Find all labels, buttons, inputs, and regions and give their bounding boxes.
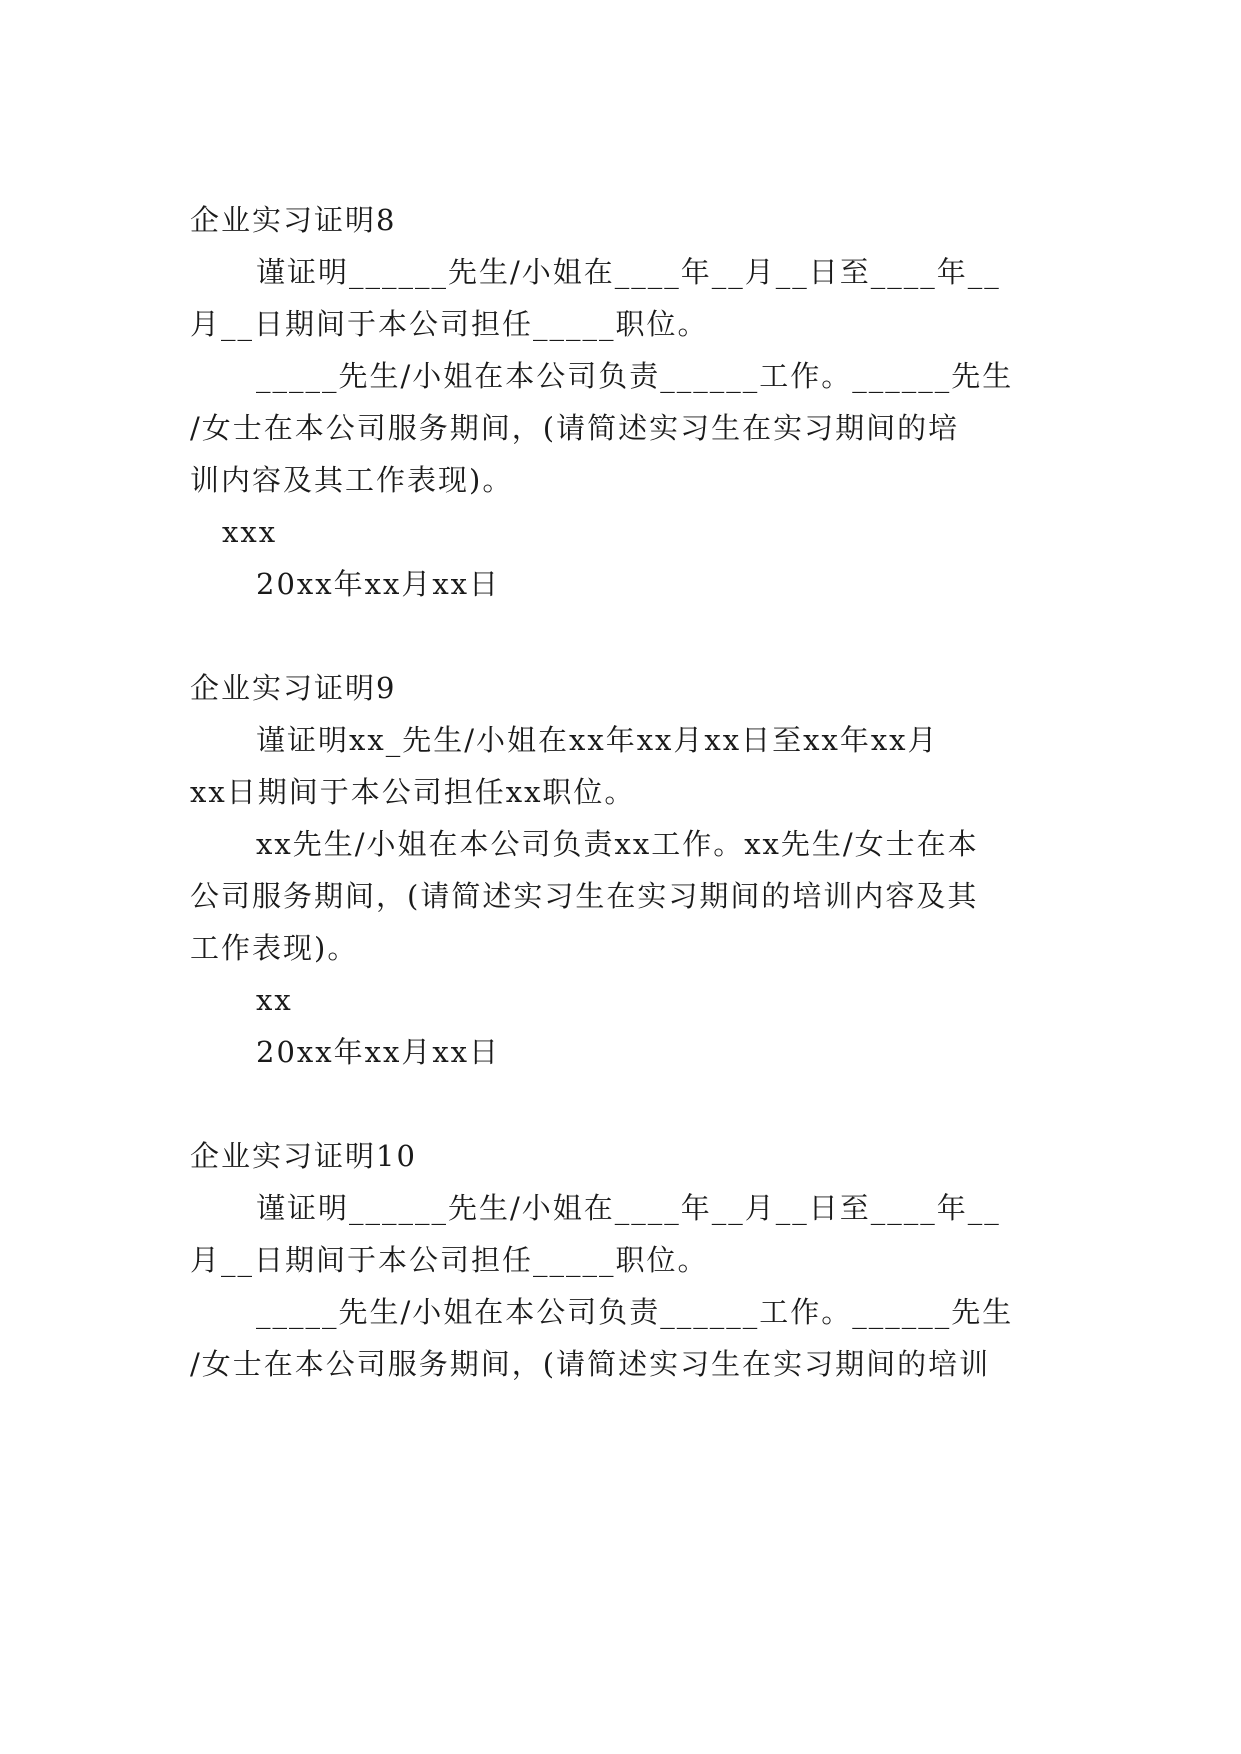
- paragraph-line: 月__日期间于本公司担任_____职位。: [190, 307, 709, 341]
- paragraph-line: 谨证明xx_先生/小姐在xx年xx月xx日至xx年xx月: [256, 723, 939, 757]
- section-title: 企业实习证明10: [190, 1139, 417, 1173]
- signature-date: 20xx年xx月xx日: [256, 1035, 501, 1069]
- paragraph-line: _____先生/小姐在本公司负责______工作。______先生: [256, 1295, 1014, 1329]
- paragraph-line: 公司服务期间，(请简述实习生在实习期间的培训内容及其: [190, 879, 979, 913]
- paragraph-line: 谨证明______先生/小姐在____年__月__日至____年__: [256, 255, 1001, 289]
- paragraph-line: /女士在本公司服务期间，(请简述实习生在实习期间的培: [190, 411, 960, 445]
- section-title: 企业实习证明9: [190, 671, 397, 705]
- signature-date: 20xx年xx月xx日: [256, 567, 501, 601]
- signer-name: xxx: [222, 515, 278, 549]
- paragraph-line: 月__日期间于本公司担任_____职位。: [190, 1243, 709, 1277]
- paragraph-line: xx日期间于本公司担任xx职位。: [190, 775, 636, 809]
- paragraph-line: 工作表现)。: [190, 931, 359, 965]
- paragraph-line: xx先生/小姐在本公司负责xx工作。xx先生/女士在本: [256, 827, 979, 861]
- paragraph-line: /女士在本公司服务期间，(请简述实习生在实习期间的培训: [190, 1347, 991, 1381]
- paragraph-line: _____先生/小姐在本公司负责______工作。______先生: [256, 359, 1014, 393]
- paragraph-line: 谨证明______先生/小姐在____年__月__日至____年__: [256, 1191, 1001, 1225]
- signer-name: xx: [256, 983, 293, 1017]
- section-title: 企业实习证明8: [190, 203, 397, 237]
- paragraph-line: 训内容及其工作表现)。: [190, 463, 514, 497]
